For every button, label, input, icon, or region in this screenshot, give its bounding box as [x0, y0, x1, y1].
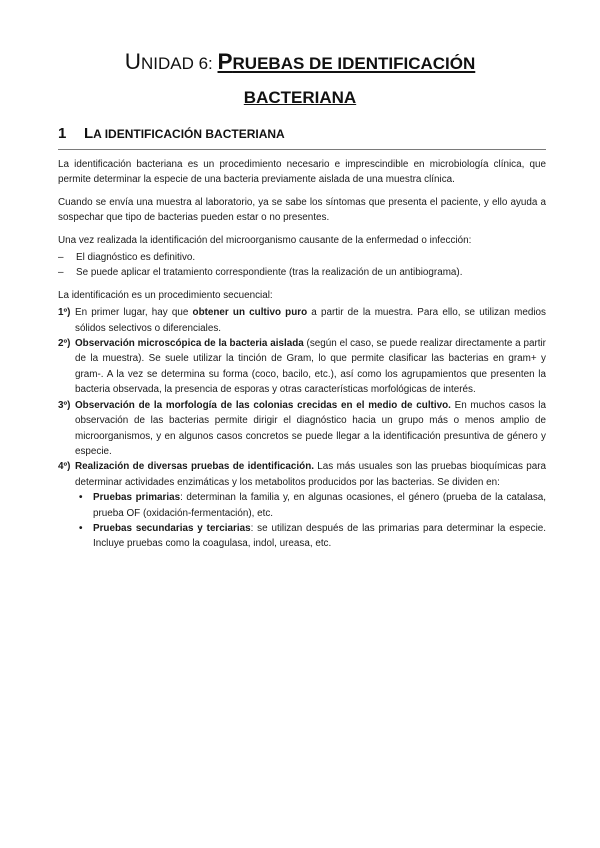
step-item: 3º) Observación de la morfología de las colonias crecidas en el medio de cultivo. En muchos casos la observación de las bacterias permite dirigir el diagnóstico hacia un grupo más o menos amplio de microorganismos, y en algunos casos concretos se puede llegar a la identificación presuntiva de género y especie.: [58, 399, 546, 457]
section-title-initial: L: [84, 125, 94, 142]
consequence-list: [58, 250, 546, 281]
step-marker: 3º): [58, 399, 71, 411]
list-item: – El diagnóstico es definitivo.: [58, 252, 196, 264]
list-item: • Pruebas secundarias y terciarias: se utilizan después de las primarias para determinar la especie. Incluye pruebas como la coagulasa, indol, ureasa, etc.: [79, 522, 546, 550]
section-heading: [58, 124, 546, 150]
step-marker: 4º): [58, 461, 71, 473]
step-item: 2º) Observación microscópica de la bacteria aislada (según el caso, se puede realizar directamente a partir de la muestra). Se suele utilizar la tinción de Gram, lo que permite clasificar las bacterias en gram+ y gram-. A la vez se determina su forma (coco, bacilo, etc.), así como los agrupamientos que presenten la bacteria observada, la presencia de esporas y otras características morfológicas de interés.: [58, 338, 546, 396]
paragraph-sample: Cuando se envía una muestra al laboratorio, ya se sabe los síntomas que presenta el paciente, y ello ayuda a sospechar que tipo de bacterias pueden estar o no presentes.: [58, 196, 546, 224]
paragraph-sequential: La identificación es un procedimiento secuencial:: [58, 289, 273, 301]
title-line-1: [0, 46, 600, 80]
step-marker: 1º): [58, 307, 71, 319]
step-item: 1º) En primer lugar, hay que obtener un cultivo puro a partir de la muestra. Para ello, se utilizan medios sólidos selectivos o diferenciales.: [58, 307, 546, 334]
step-marker: 2º): [58, 338, 71, 350]
bullet-icon: •: [79, 522, 83, 534]
list-item: • Pruebas primarias: determinan la familia y, en algunas ocasiones, el género (prueba de la catalasa, prueba OF (oxidación-fermentación), etc.: [79, 492, 546, 519]
steps-list: [58, 305, 546, 552]
paragraph-identification: Una vez realizada la identificación del microorganismo causante de la enfermedad o infección:: [58, 234, 472, 246]
paragraph-intro: La identificación bacteriana es un procedimiento necesario e imprescindible en microbiología clínica, que permite determinar la especie de una bacteria previamente aislada de una muestra clínica.: [58, 159, 546, 186]
test-types-list: [75, 490, 546, 552]
title-line-2: BACTERIANA: [243, 88, 357, 107]
title-unit: UNIDAD 6:: [124, 49, 218, 74]
title-topic: PRUEBAS DE IDENTIFICACIÓN: [217, 49, 476, 74]
step-item: 4º) Realización de diversas pruebas de identificación. Las más usuales son las pruebas bioquímicas para determinar actividades enzimáticas y los metabolitos producidos por las bacterias. Se dividen en: • Pruebas primarias: determinan la familia y, en algunas ocasiones, el género (prueba de la catalasa, prueba OF (oxidación-fermentación), etc. • Pruebas secundarias y terciarias: se utilizan después de las primarias para determinar la especie. Incluye pruebas como la coagulasa, indol, ureasa, etc.: [58, 459, 546, 551]
list-item: – Se puede aplicar el tratamiento correspondiente (tras la realización de un antibiograma).: [58, 267, 463, 279]
section-body: [58, 157, 546, 552]
section-number: 1: [58, 125, 67, 142]
bullet-icon: •: [79, 492, 83, 504]
section-title-rest: A IDENTIFICACIÓN BACTERIANA: [93, 127, 285, 141]
page-title: [0, 46, 600, 114]
